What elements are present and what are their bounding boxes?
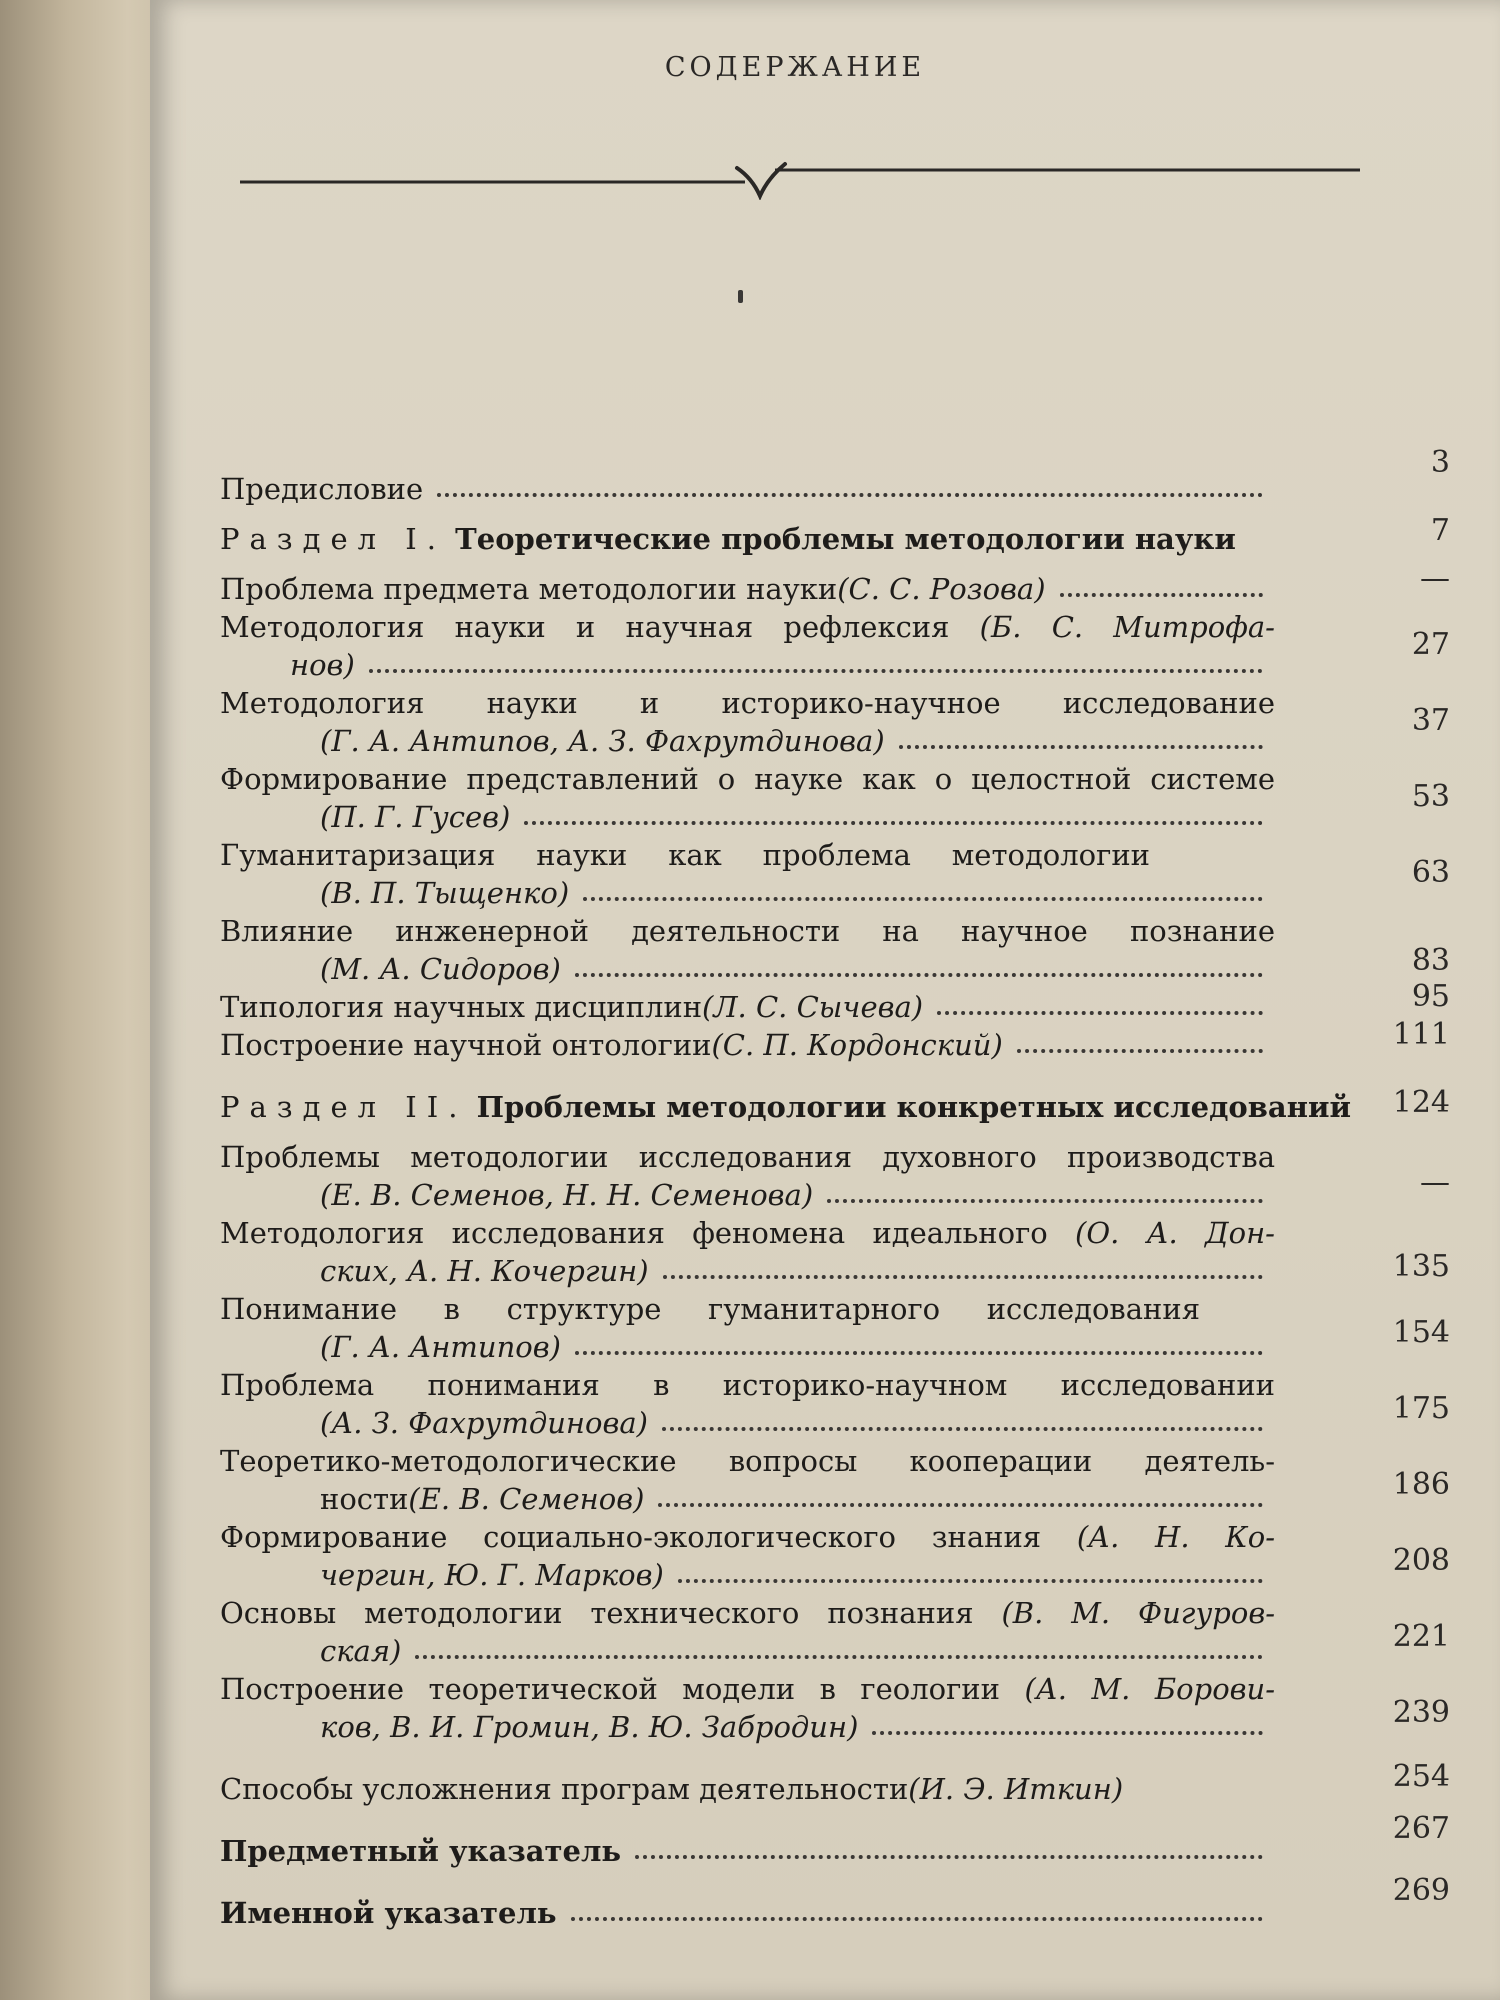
entry-author: (О. А. Дон-: [1075, 1216, 1275, 1250]
toc-entry-subject-index: [220, 1811, 1450, 1870]
entry-title: Гуманитаризация науки как проблема методологии: [220, 838, 1150, 872]
entry-title: ности: [320, 1482, 409, 1516]
page-number: 154: [1392, 1315, 1450, 1350]
entry-title: Предметный указатель: [220, 1834, 622, 1868]
entry-author: (Е. В. Семенов): [408, 1482, 645, 1516]
toc-entry: [220, 1594, 1450, 1670]
page-number: 124: [1392, 1085, 1450, 1120]
page-number: 95: [1411, 979, 1450, 1014]
book-page: [150, 0, 1500, 2000]
entry-title: Предисловие: [220, 472, 424, 506]
entry-author: (В. П. Тыщенко): [320, 876, 570, 910]
page-number: —: [1420, 561, 1450, 596]
toc-entry: [220, 1442, 1450, 1518]
toc-entry: [220, 912, 1450, 988]
page-number: 135: [1392, 1249, 1450, 1284]
section-heading-2: [220, 1085, 1450, 1126]
page-number: 208: [1392, 1543, 1450, 1578]
toc-entry: [220, 1214, 1450, 1290]
entry-title: Проблема предмета методологии науки: [220, 572, 838, 606]
page-number: 254: [1392, 1759, 1450, 1794]
entry-title: Формирование представлений о науке как о целостной системе: [220, 762, 1275, 796]
entry-author: ских, А. Н. Кочергин): [320, 1254, 649, 1288]
entry-author: (В. М. Фигуров-: [1001, 1596, 1275, 1630]
toc-entry: [220, 561, 1450, 608]
entry-author: нов): [290, 648, 355, 682]
entry-author: (И. Э. Иткин): [908, 1772, 1124, 1806]
page-number: 37: [1411, 703, 1450, 738]
toc-entry-name-index: [220, 1873, 1450, 1932]
section-label: Раздел II.: [220, 1090, 468, 1124]
section-label: Раздел I.: [220, 522, 446, 556]
entry-author: (А. З. Фахрутдинова): [320, 1406, 648, 1440]
section-title: Теоретические проблемы методологии науки: [455, 522, 1236, 556]
entry-title: Проблемы методологии исследования духовного производства: [220, 1140, 1275, 1174]
toc-entry: [220, 979, 1450, 1026]
entry-author: (Е. В. Семенов, Н. Н. Семенова): [320, 1178, 814, 1212]
toc-entry: [220, 1138, 1450, 1214]
page-number: 83: [1411, 943, 1450, 978]
entry-title: Методология науки и научная рефлексия: [220, 610, 980, 644]
toc-entry: [220, 1290, 1450, 1366]
toc-entry: [220, 608, 1450, 684]
toc-entry: [220, 684, 1450, 760]
entry-author: (Г. А. Антипов): [320, 1330, 561, 1364]
entry-author: (С. С. Розова): [837, 572, 1046, 606]
entry-title: Методология науки и историко-научное исследование: [220, 686, 1275, 720]
entry-title: Основы методологии технического познания: [220, 1596, 1002, 1630]
page-number: 63: [1411, 855, 1450, 890]
entry-title: Построение научной онтологии: [220, 1028, 712, 1062]
entry-title: Способы усложнения програм деятельности: [220, 1772, 909, 1806]
page-number: 27: [1411, 627, 1450, 662]
entry-title: Понимание в структуре гуманитарного исследования: [220, 1292, 1200, 1326]
page-number: 111: [1392, 1017, 1450, 1052]
entry-author: чергин, Ю. Г. Марков): [320, 1558, 664, 1592]
ink-speck: [738, 290, 743, 303]
divider-ornament-icon: [240, 160, 1360, 200]
section-title: Проблемы методологии конкретных исследований: [476, 1090, 1351, 1124]
page-number: 239: [1392, 1695, 1450, 1730]
toc-entry-preface: [220, 445, 1450, 508]
entry-title: Теоретико-методологические вопросы кооперации деятель-: [220, 1444, 1275, 1478]
entry-author: ков, В. И. Громин, В. Ю. Забродин): [320, 1710, 859, 1744]
table-of-contents: [220, 445, 1450, 1932]
page-number: 269: [1392, 1873, 1450, 1908]
page-number: 53: [1411, 779, 1450, 814]
entry-author: (Г. А. Антипов, А. З. Фахрутдинова): [320, 724, 885, 758]
page-number: 267: [1392, 1811, 1450, 1846]
page-number: 186: [1392, 1467, 1450, 1502]
entry-author: (А. Н. Ко-: [1076, 1520, 1275, 1554]
book-spine: [0, 0, 150, 2000]
entry-author: (П. Г. Гусев): [320, 800, 511, 834]
page-number: 221: [1392, 1619, 1450, 1654]
page-number: —: [1420, 1165, 1450, 1200]
page-title: СОДЕРЖАНИЕ: [664, 52, 926, 83]
toc-entry-programs: [220, 1759, 1450, 1808]
entry-title: Формирование социально-экологического знания: [220, 1520, 1077, 1554]
page-number: 175: [1392, 1391, 1450, 1426]
section-heading-1: [220, 513, 1450, 558]
entry-author: (Л. С. Сычева): [702, 990, 924, 1024]
entry-author: (М. А. Сидоров): [320, 952, 561, 986]
toc-entry: [220, 1366, 1450, 1442]
entry-title: Типология научных дисциплин: [220, 990, 703, 1024]
entry-author: ская): [320, 1634, 402, 1668]
toc-entry: [220, 760, 1450, 836]
entry-title: Влияние инженерной деятельности на научное познание: [220, 914, 1275, 948]
entry-title: Именной указатель: [220, 1896, 557, 1930]
toc-entry: [220, 1670, 1450, 1746]
entry-title: Построение теоретической модели в геологии: [220, 1672, 1025, 1706]
entry-author: (А. М. Борови-: [1024, 1672, 1276, 1706]
entry-author: (С. П. Кордонский): [711, 1028, 1003, 1062]
entry-title: Методология исследования феномена идеального: [220, 1216, 1076, 1250]
page-number: 7: [1430, 513, 1450, 548]
toc-entry: [220, 1518, 1450, 1594]
entry-author: (Б. С. Митрофа-: [979, 610, 1275, 644]
toc-entry: [220, 1017, 1450, 1064]
toc-entry: [220, 836, 1450, 912]
page-number: 3: [1430, 445, 1450, 480]
entry-title: Проблема понимания в историко-научном исследовании: [220, 1368, 1275, 1402]
